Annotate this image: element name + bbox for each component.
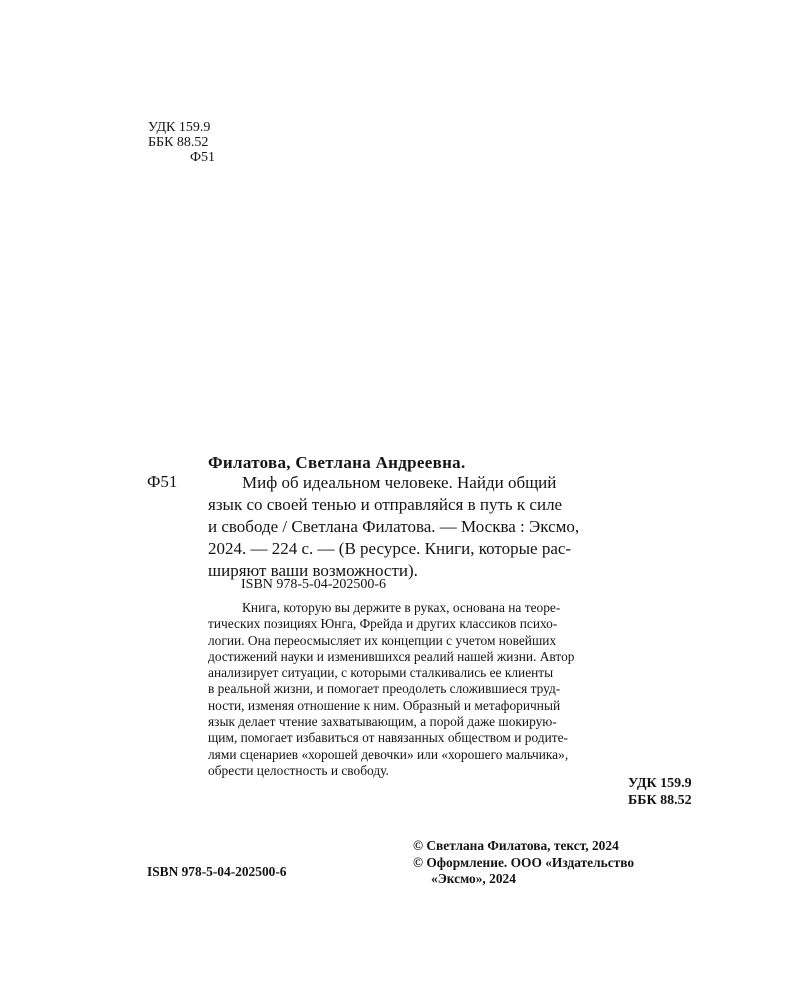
title-line: Миф об идеальном человеке. Найди общий — [242, 473, 557, 492]
bbk-code: ББК 88.52 — [148, 135, 209, 150]
title-line: и свободе / Светлана Филатова. — Москва : Эксмо, — [208, 517, 580, 536]
author-name: Филатова, Светлана Андреевна. — [208, 453, 466, 472]
title-line: язык со своей тенью и отправляйся в путь к силе — [208, 495, 563, 514]
title-description — [208, 472, 716, 582]
title-line: ширяют ваши возможности). — [208, 561, 418, 580]
bbk-code-right: ББК 88.52 — [628, 793, 692, 808]
isbn-inline: ISBN 978-5-04-202500-6 — [241, 577, 387, 592]
annotation-line: в реальной жизни, и помогает преодолеть сложившиеся труд- — [208, 681, 561, 697]
classification-codes-right — [628, 775, 692, 809]
annotation-line: щим, помогает избавиться от навязанных обществом и родите- — [208, 730, 568, 746]
annotation-line: лями сценариев «хорошей девочки» или «хорошего мальчика», — [208, 746, 569, 762]
copyright-design-line: «Эксмо», 2024 — [431, 871, 516, 886]
cutter-code: Ф51 — [147, 472, 178, 491]
copyright-text-line: © Светлана Филатова, текст, 2024 — [413, 838, 619, 853]
annotation-line: ности, изменяя отношение к ним. Образный и метафоричный — [208, 697, 561, 713]
copyright-design-line: © Оформление. ООО «Издательство — [413, 854, 635, 870]
classification-codes — [148, 120, 215, 165]
annotation-line: тических позициях Юнга, Фрейда и других классиков психо- — [208, 616, 558, 632]
udk-code-right: УДК 159.9 — [628, 776, 692, 791]
annotation-line: обрести целостность и свободу. — [208, 762, 389, 778]
annotation-line: логии. Она переосмысляет их концепции с учетом новейших — [208, 632, 557, 648]
annotation-line: достижений науки и изменившихся реалий нашей жизни. Автор — [208, 648, 575, 664]
annotation-line: анализирует ситуации, с которыми сталкивались ее клиенты — [208, 665, 554, 681]
annotation-line: язык делает чтение захватывающим, а порой даже шокирую- — [208, 714, 557, 730]
udk-code: УДК 159.9 — [148, 120, 211, 135]
annotation — [208, 600, 716, 779]
copyright-block — [413, 838, 634, 888]
annotation-line: Книга, которую вы держите в руках, основана на теоре- — [242, 600, 561, 615]
author-code: Ф51 — [190, 150, 216, 165]
title-line: 2024. — 224 с. — (В ресурсе. Книги, которые рас- — [208, 539, 572, 558]
isbn-bottom: ISBN 978-5-04-202500-6 — [147, 864, 287, 879]
